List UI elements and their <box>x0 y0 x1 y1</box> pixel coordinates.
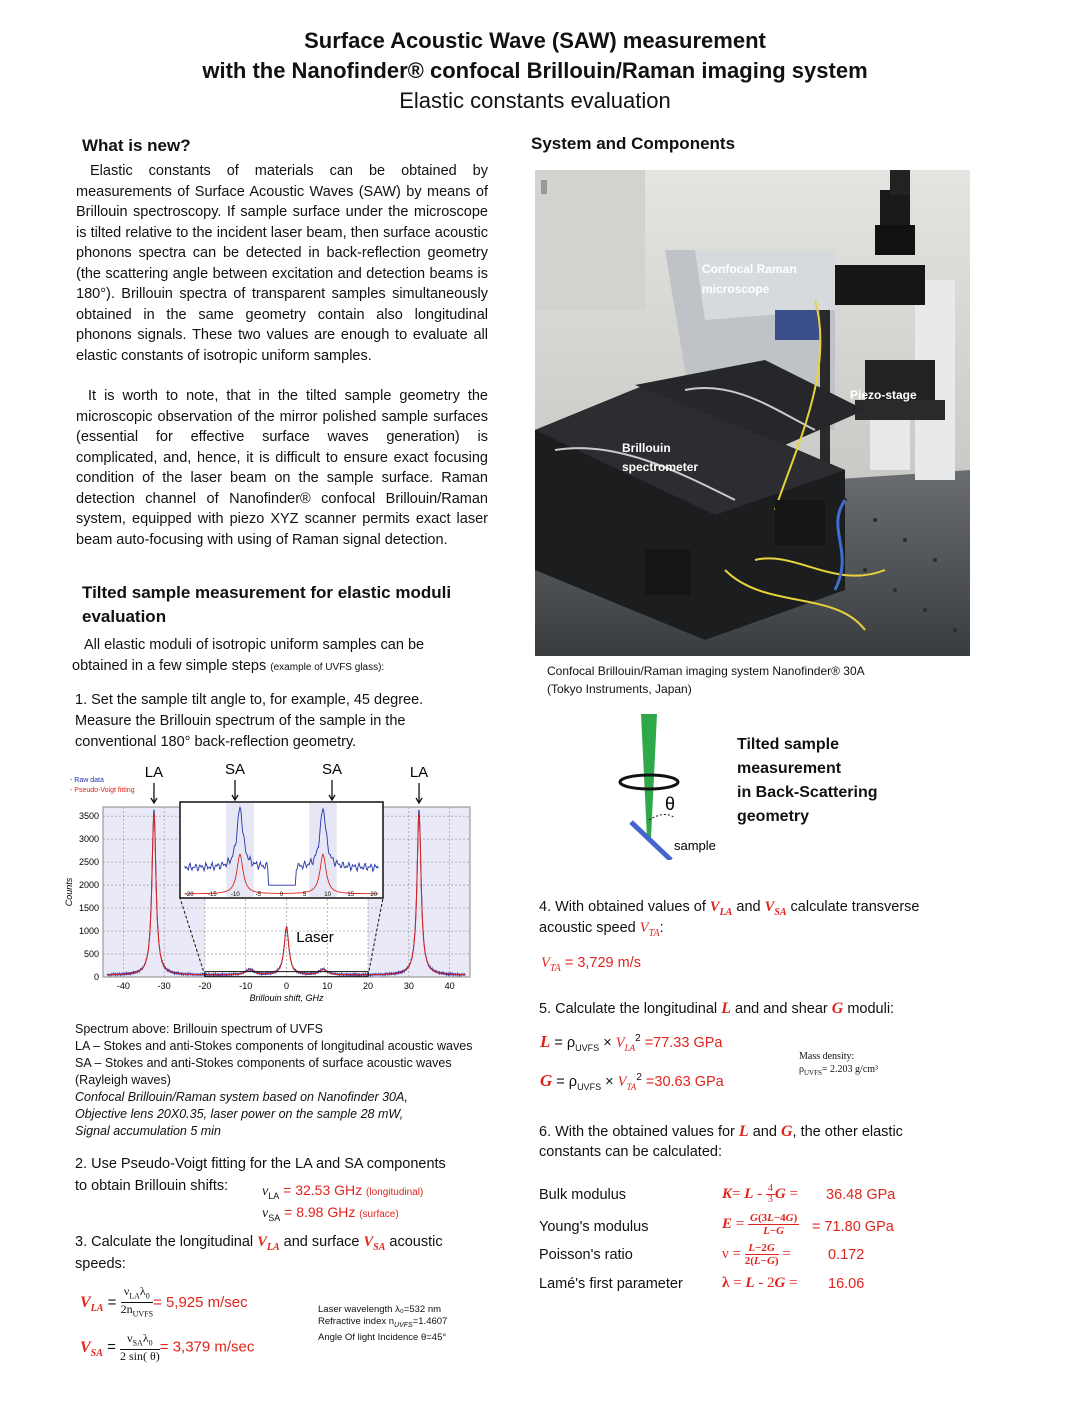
density-label: Mass density: <box>799 1051 855 1062</box>
caption-line: Spectrum above: Brillouin spectrum of UVFS <box>75 1022 324 1036</box>
step3-text-c: acoustic <box>389 1234 443 1250</box>
step1-line3: conventional 180° back-reflection geometry. <box>75 734 357 750</box>
inset-tick-label: -10 <box>231 892 240 898</box>
peak-label: SA <box>321 761 343 778</box>
y-tick-label: 3000 <box>78 834 99 845</box>
lames-parameter-label: Lamé's first parameter <box>539 1276 683 1292</box>
density-value: = 2.203 g/cm³ <box>821 1064 879 1075</box>
inset-tick-label: -5 <box>255 892 262 898</box>
vla-result: = 5,925 m/sec <box>153 1293 248 1311</box>
G-formula: $G = \rho_{UVFS} \times V_{TA}^2 =30.63$ GPa <box>540 1071 724 1092</box>
inset-tick-label: 5 <box>302 892 307 898</box>
label-confocal-1: Confocal Raman <box>702 262 797 276</box>
youngs-modulus-label: Young's modulus <box>539 1219 649 1235</box>
inset-frame <box>180 802 383 898</box>
poisson-value: 0.172 <box>828 1247 865 1263</box>
label-brillouin-1: Brillouin <box>622 441 671 455</box>
geometry-line: measurement <box>737 760 842 777</box>
nu-la-note: (longitudinal) <box>366 1187 424 1198</box>
geometry-line: Tilted sample <box>737 736 839 753</box>
step6-line2: constants can be calculated: <box>539 1144 722 1160</box>
tilted-intro-small: (example of UVFS glass): <box>270 662 385 673</box>
vsa-formula: $V_{SA}$ = $\frac{\nu_{SA}\lambda_0}{2 \sin( \theta)}$ = 3,379 m/sec <box>80 1331 255 1364</box>
y-tick-label: 500 <box>83 949 99 960</box>
note-index-value: =1.4607 <box>412 1316 448 1327</box>
step5-text-b: and and shear <box>735 1001 828 1017</box>
system-heading: System and Components <box>531 134 736 153</box>
step2-line1: 2. Use Pseudo-Voigt fitting for the LA and SA components <box>75 1156 446 1172</box>
L-formula: $L = \rho_{UVFS} \times V_{LA}^2 =77.33$ GPa <box>540 1032 723 1053</box>
tilted-intro-2-text: obtained in a few simple steps <box>72 658 267 674</box>
whats-new-heading: What is new? <box>82 136 191 155</box>
sample-label: sample <box>674 838 716 853</box>
peak-label: SA <box>224 761 246 778</box>
x-axis-label: Brillouin shift, GHz <box>249 993 324 1003</box>
whats-new-paragraph-1: Elastic constants of materials can be obtained by measurements of Surface Acoustic Waves (SAW) by means of Brillouin spectroscopy. If sample surface under the microscope is tilted relative to the incident laser beam, then surface acoustic phonons spectra can be detected in back-reflection geometry (the scattering angle between excitation and detection beams is 180°). Brillouin spectra of transparent samples simultaneously obtained in the same geometry contain also longitudinal phonons signals. These two values are enough to evaluate all elastic constants of isotropic uniform samples. <box>76 163 488 364</box>
geometry-line: geometry <box>737 808 810 825</box>
x-tick-label: 10 <box>322 981 333 991</box>
nu-sa-value: = 8.98 GHz <box>284 1204 356 1220</box>
caption-line: (Rayleigh waves) <box>75 1073 171 1087</box>
legend-fit: - Pseudo-Voigt fitting <box>70 787 135 794</box>
vsa-result: = 3,379 m/sec <box>159 1338 255 1356</box>
tilted-geometry-diagram <box>605 710 735 860</box>
laser-label: Laser <box>296 929 334 946</box>
step3-line1: 3. Calculate the longitudinal $V_{LA}$ and surface $V_{SA}$ acoustic <box>75 1234 443 1253</box>
page-title-line1: Surface Acoustic Wave (SAW) measurement <box>304 28 766 53</box>
label-confocal-2: microscope <box>702 282 770 296</box>
y-tick-label: 2000 <box>78 880 99 891</box>
whats-new-paragraph-2: It is worth to note, that in the tilted sample geometry the microscopic observation of the mirror polished sample surfaces (essential for effective surface waves generation) is complicated, and, hence, it is difficult to ensure exact focusing condition of the laser beam on the sample surface. Raman detection channel of Nanofinder® confocal Brillouin/Raman system, equipped with piezo XYZ scanner permits exact laser beam auto-focusing with using of Raman signal detection. <box>76 388 488 548</box>
lame-formula: λ = L - 2G = <box>722 1275 798 1291</box>
y-tick-label: 0 <box>93 972 99 982</box>
step1-text <box>75 690 423 753</box>
nu-sa-line: $\nu_{SA} = 8.98$ GHz (surface) <box>262 1204 399 1223</box>
tilted-heading-line1: Tilted sample measurement for elastic moduli <box>82 583 452 602</box>
geometry-line: in Back-Scattering <box>737 784 878 801</box>
inset-tick-label: 10 <box>324 892 331 898</box>
step6-text-b: and <box>752 1124 777 1140</box>
note-index-text: Refractive index n <box>318 1316 395 1327</box>
x-tick-label: 0 <box>283 981 290 991</box>
photo-caption-line1: Confocal Brillouin/Raman imaging system Nanofinder® 30A <box>547 664 865 678</box>
step4-line1: 4. With obtained values of $V_{LA}$ and $V_{SA}$ calculate transverse <box>539 899 920 918</box>
note-angle: Angle Of light Incidence θ=45° <box>318 1331 447 1343</box>
label-piezo: Piezo-stage <box>850 388 917 402</box>
theta-label: θ <box>665 794 676 814</box>
step6-text-c: , the other elastic <box>792 1124 903 1140</box>
step4-text-c: calculate transverse <box>790 899 920 915</box>
system-photo <box>535 170 970 656</box>
caption-line: SA – Stokes and anti-Stokes components of surface acoustic waves <box>75 1056 452 1070</box>
step1-line1: 1. Set the sample tilt angle to, for example, 45 degree. <box>75 692 424 708</box>
inset-tick-label: 0 <box>279 892 284 898</box>
photo-caption-line2: (Tokyo Instruments, Japan) <box>547 682 692 696</box>
lame-value: 16.06 <box>828 1276 865 1292</box>
x-tick-label: 30 <box>403 981 414 991</box>
note-index: Refractive index $n_{UVFS}=1.4607$ <box>318 1316 448 1329</box>
step2-line2: to obtain Brillouin shifts: <box>75 1178 229 1194</box>
step5-text-a: 5. Calculate the longitudinal <box>539 1001 718 1017</box>
poisson-formula: ν = $\frac{L-2G}{2(L-G)}$ = <box>722 1242 791 1267</box>
tilted-intro-2 <box>72 658 384 674</box>
y-tick-label: 3500 <box>78 811 99 822</box>
step4-text-b: and <box>736 899 761 915</box>
x-tick-label: -10 <box>239 981 253 991</box>
caption-line-italic: Confocal Brillouin/Raman system based on Nanofinder 30A, <box>75 1090 408 1104</box>
x-tick-label: -30 <box>157 981 171 991</box>
page-subtitle: Elastic constants evaluation <box>399 88 671 113</box>
step4-text-l2: acoustic speed <box>539 920 636 936</box>
young-value: = 71.80 GPa <box>812 1219 894 1235</box>
tilted-intro-1: All elastic moduli of isotropic uniform samples can be <box>84 637 425 653</box>
geometry-title <box>737 733 877 829</box>
vla-formula: $V_{LA}$ = $\frac{\nu_{LA}\lambda_0}{2n_{UVFS}}$ = 5,925 m/sec <box>80 1284 248 1319</box>
young-formula: E = $\frac{G(3L-4G)}{L-G}$ <box>722 1212 798 1237</box>
G-result: =30.63 GPa <box>645 1074 724 1090</box>
x-tick-label: 40 <box>444 981 455 991</box>
y-tick-label: 1000 <box>78 926 99 937</box>
density-value-line: $\rho_{UVFS}= 2.203$ g/cm³ <box>799 1064 879 1077</box>
bulk-modulus-label: Bulk modulus <box>539 1187 627 1203</box>
caption-line-italic: Objective lens 20X0.35, laser power on the sample 28 mW, <box>75 1107 404 1121</box>
nu-sa-note: (surface) <box>359 1209 399 1220</box>
laser-notes <box>318 1304 447 1344</box>
y-axis-label: Counts <box>64 877 74 907</box>
y-tick-label: 1500 <box>78 903 99 914</box>
photo-caption <box>547 662 865 698</box>
peak-label: LA <box>409 764 429 781</box>
peak-label: LA <box>144 764 164 781</box>
inset-band <box>309 803 337 897</box>
L-result: =77.33 GPa <box>644 1035 723 1051</box>
step6-line1: 6. With the obtained values for L and G, the other elastic <box>539 1123 903 1140</box>
step6-text-a: 6. With the obtained values for <box>539 1124 735 1140</box>
x-tick-label: -40 <box>116 981 130 991</box>
legend-raw: - Raw data <box>70 777 104 784</box>
step3-text-b: and surface <box>283 1234 360 1250</box>
page-title-line2: with the Nanofinder® confocal Brillouin/Raman imaging system <box>202 58 868 83</box>
y-tick-label: 2500 <box>78 857 99 868</box>
x-tick-label: 20 <box>363 981 374 991</box>
nu-la-value: = 32.53 GHz <box>283 1182 363 1198</box>
inset-tick-label: -20 <box>184 892 194 898</box>
inset-tick-label: -15 <box>207 892 217 898</box>
vta-result: = 3,729 m/s <box>564 955 641 971</box>
nu-la-line: $\nu_{LA} = 32.53$ GHz (longitudinal) <box>262 1182 424 1201</box>
spectrum-caption <box>75 1021 472 1140</box>
caption-line-italic: Signal accumulation 5 min <box>75 1124 221 1138</box>
bulk-value: 36.48 GPa <box>826 1187 896 1203</box>
poissons-ratio-label: Poisson's ratio <box>539 1247 633 1263</box>
step3-line2: speeds: <box>75 1256 126 1272</box>
inset-tick-label: 20 <box>370 892 378 898</box>
caption-line: LA – Stokes and anti-Stokes components of longitudinal acoustic waves <box>75 1039 473 1053</box>
tilted-heading-line2: evaluation <box>82 607 167 626</box>
step3-text-a: 3. Calculate the longitudinal <box>75 1234 254 1250</box>
inset-tick-label: 15 <box>347 892 355 898</box>
vta-result-line: $V_{TA} = 3,729$ m/s <box>541 955 641 974</box>
label-brillouin-2: spectrometer <box>622 460 699 474</box>
note-wavelength: Laser wavelength λ₀=532 nm <box>318 1304 442 1315</box>
step5-line1: 5. Calculate the longitudinal L and and shear G moduli: <box>539 1000 895 1017</box>
step4-line2: acoustic speed $V_{TA}$: <box>539 920 664 939</box>
step5-text-c: moduli: <box>847 1001 895 1017</box>
brillouin-spectrum-chart <box>60 755 485 1020</box>
mass-density-note <box>799 1050 878 1080</box>
inset-band <box>226 803 254 897</box>
step4-text-a: 4. With obtained values of <box>539 899 706 915</box>
step1-line2: Measure the Brillouin spectrum of the sample in the <box>75 713 406 729</box>
x-tick-label: -20 <box>198 981 212 991</box>
bulk-formula: K= L - $\frac{4}{3}$ G = <box>722 1183 798 1205</box>
system-photo-illustration <box>535 170 970 656</box>
